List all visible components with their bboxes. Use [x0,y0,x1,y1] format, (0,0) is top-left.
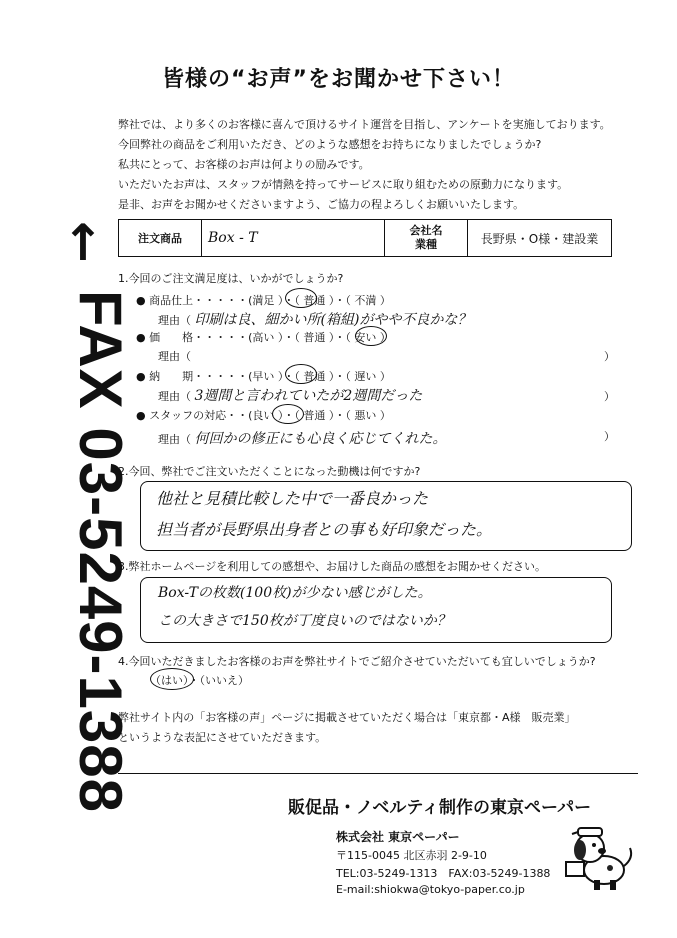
company-tel-fax: TEL:03-5249-1313 FAX:03-5249-1388 [336,867,551,880]
intro-line: 弊社では、より多くのお客様に喜んで頂けるサイト運営を目指し、アンケートを実施しております。 [118,118,611,131]
company-value: 長野県・O様・建設業 [468,220,612,257]
product-value: Box - T [202,220,385,257]
fax-number-vertical: FAX 03-5249-1388 [67,290,134,814]
divider [118,773,638,774]
answer-circle [355,326,387,346]
order-table [118,219,612,257]
q1-reason-staff: 理由（ 何回かの修正にも心良く応じてくれた。 [158,431,447,447]
q3-answer-line: この大きさで150枚が丁度良いのではないか？ [158,613,451,629]
answer-circle [285,364,317,384]
q2-question: 2.今回、弊社でご注文いただくことになった動機は何ですか? [118,465,421,478]
answer-circle [285,288,317,308]
answer-circle [150,668,194,690]
company-name: 株式会社 東京ペーパー [336,830,460,844]
q3-answer-line: Box-Tの枚数(100枚)が少ない感じがした。 [158,585,432,601]
company-email: E-mail:shiokwa@tokyo-paper.co.jp [336,883,525,896]
company-label: 会社名 業種 [385,220,468,257]
q4-options: （はい）・（いいえ） [150,674,249,687]
reason-close: ） [604,390,615,403]
intro-line: いただいたお声は、スタッフが情熱を持ってサービスに取り組むための原動力になります。 [118,178,569,191]
q3-question: 3.弊社ホームページを利用しての感想や、お届けした商品の感想をお聞かせください。 [118,560,547,573]
reason-close: ） [604,430,615,443]
q1-reason-price: 理由（ [158,350,191,363]
page-title: 皆様の“お声”をお聞かせ下さい！ [162,67,515,92]
q2-answer-line: 担当者が長野県出身者との事も好印象だった。 [156,520,493,539]
note-line: 弊社サイト内の「お客様の声」ページに掲載させていただく場合は「東京都・A様 販売業」 [118,711,576,724]
q2-answer-line: 他社と見積比較した中で一番良かった [156,489,429,508]
dog-mascot-icon [560,818,640,898]
intro-line: 私共にとって、お客様のお声は何よりの励みです。 [118,158,370,171]
intro-line: 今回弊社の商品をご利用いただき、どのような感想をお持ちになりましたでしょうか? [118,138,542,151]
q1-item-price: ● 価 格・・・・・(高い ）・（ 普通 ）・（ 安い ） [136,331,391,344]
q1-item-staff: ● スタッフの対応・・(良い ）・（ 普通 ）・（ 悪い ） [136,409,391,422]
q1-reason-delivery: 理由（ 3週間と言われていたが2週間だった [158,388,423,404]
intro-line: 是非、お声をお聞かせくださいますよう、ご協力の程よろしくお願いいたします。 [118,198,525,211]
q1-question: 1.今回のご注文満足度は、いかがでしょうか? [118,272,344,285]
brand-tagline: 販促品・ノベルティ制作の東京ペーパー [288,798,592,818]
note-line: というような表記にさせていただきます。 [118,731,327,744]
q1-item-finish: ● 商品仕上・・・・・(満足 ）・（ 普通 ）・（ 不満 ） [136,294,391,307]
product-label: 注文商品 [119,220,202,257]
up-arrow-icon: ↑ [62,214,104,272]
reason-close: ） [604,350,615,363]
company-address: 〒115-0045 北区赤羽 2-9-10 [336,849,487,862]
answer-circle [272,404,304,424]
q4-question: 4.今回いただきましたお客様のお声を弊社サイトでご紹介させていただいても宜しいでしょうか? [118,655,596,668]
q1-item-delivery: ● 納 期・・・・・(早い ）・（ 普通 ）・（ 遅い ） [136,370,391,383]
q1-reason-finish: 理由（ 印刷は良、細かい所(箱組)がやや不良かな？ [158,312,472,328]
